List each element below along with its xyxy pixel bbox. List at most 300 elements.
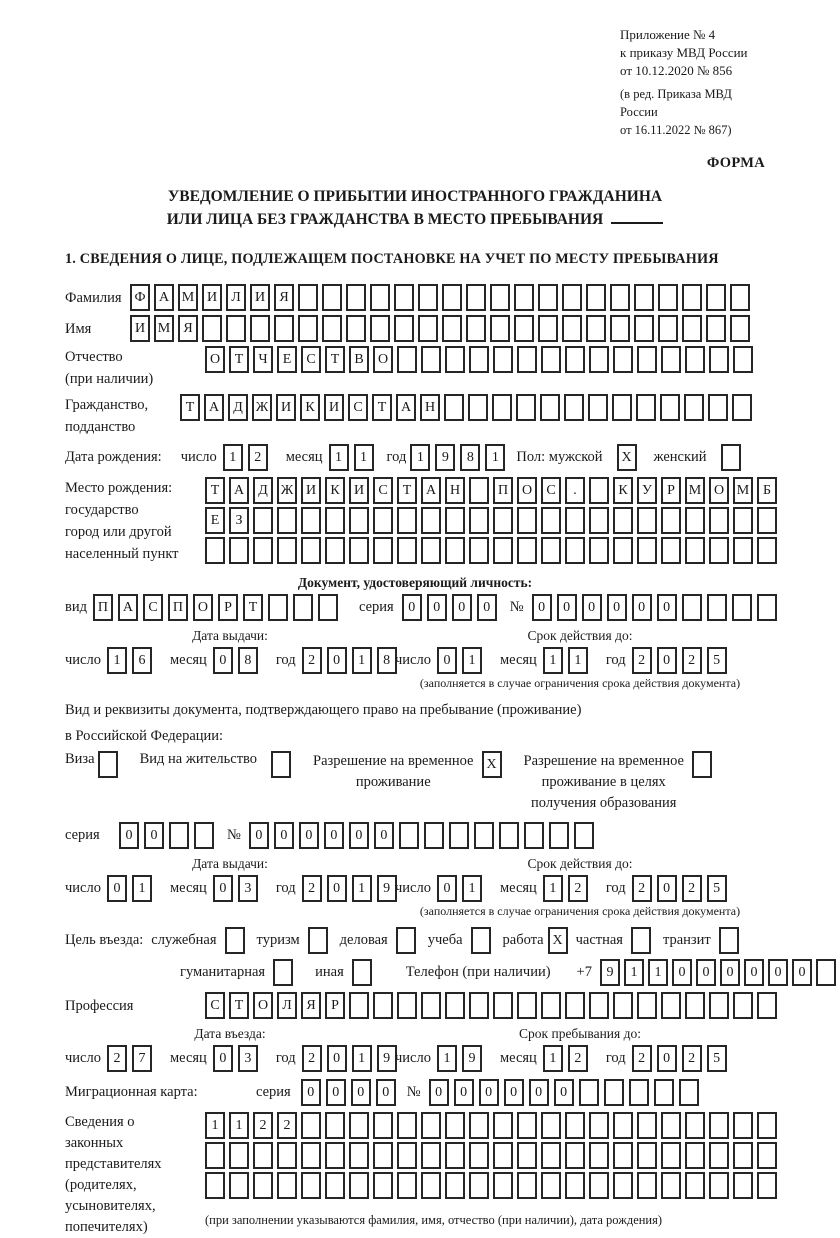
char-cell[interactable] xyxy=(612,394,632,421)
char-cell[interactable]: 1 xyxy=(352,1045,372,1072)
char-cell[interactable]: 9 xyxy=(462,1045,482,1072)
char-cell[interactable]: А xyxy=(154,284,174,311)
char-cell[interactable]: Р xyxy=(218,594,238,621)
char-cell[interactable]: 0 xyxy=(744,959,764,986)
char-cell[interactable] xyxy=(346,315,366,342)
char-cell[interactable]: Ж xyxy=(277,477,297,504)
char-cell[interactable]: Я xyxy=(301,992,321,1019)
char-cell[interactable]: И xyxy=(324,394,344,421)
char-cell[interactable] xyxy=(493,1112,513,1139)
char-cell[interactable]: Т xyxy=(397,477,417,504)
char-cell[interactable] xyxy=(634,284,654,311)
char-cell[interactable] xyxy=(661,537,681,564)
char-cell[interactable]: 1 xyxy=(352,647,372,674)
char-cell[interactable] xyxy=(636,394,656,421)
char-cell[interactable] xyxy=(253,1172,273,1199)
char-cell[interactable] xyxy=(586,284,606,311)
char-cell[interactable] xyxy=(661,507,681,534)
char-cell[interactable]: 9 xyxy=(435,444,455,471)
char-cell[interactable]: 0 xyxy=(768,959,788,986)
char-cell[interactable] xyxy=(517,346,537,373)
char-cell[interactable]: А xyxy=(421,477,441,504)
char-cell[interactable] xyxy=(373,1142,393,1169)
char-cell[interactable] xyxy=(685,537,705,564)
char-cell[interactable]: 0 xyxy=(274,822,294,849)
char-cell[interactable]: 2 xyxy=(302,647,322,674)
char-cell[interactable]: 1 xyxy=(329,444,349,471)
char-cell[interactable]: 0 xyxy=(351,1079,371,1106)
char-cell[interactable] xyxy=(757,1112,777,1139)
char-cell[interactable] xyxy=(574,822,594,849)
char-cell[interactable]: А xyxy=(204,394,224,421)
char-cell[interactable]: 0 xyxy=(107,875,127,902)
char-cell[interactable]: 2 xyxy=(302,875,322,902)
char-cell[interactable] xyxy=(709,346,729,373)
char-cell[interactable] xyxy=(394,315,414,342)
char-cell[interactable] xyxy=(493,1142,513,1169)
purpose-work-checkbox[interactable]: X xyxy=(548,927,568,954)
visa-checkbox[interactable] xyxy=(98,751,118,778)
char-cell[interactable] xyxy=(709,537,729,564)
char-cell[interactable] xyxy=(610,315,630,342)
char-cell[interactable]: 1 xyxy=(462,875,482,902)
char-cell[interactable] xyxy=(589,507,609,534)
char-cell[interactable]: 1 xyxy=(229,1112,249,1139)
char-cell[interactable]: И xyxy=(349,477,369,504)
char-cell[interactable] xyxy=(322,284,342,311)
char-cell[interactable]: С xyxy=(205,992,225,1019)
char-cell[interactable]: 0 xyxy=(582,594,602,621)
char-cell[interactable] xyxy=(682,315,702,342)
char-cell[interactable] xyxy=(589,477,609,504)
char-cell[interactable]: 8 xyxy=(460,444,480,471)
char-cell[interactable]: 2 xyxy=(632,647,652,674)
char-cell[interactable]: Л xyxy=(277,992,297,1019)
char-cell[interactable] xyxy=(298,315,318,342)
char-cell[interactable]: К xyxy=(613,477,633,504)
char-cell[interactable] xyxy=(586,315,606,342)
char-cell[interactable]: 9 xyxy=(600,959,620,986)
char-cell[interactable]: 0 xyxy=(477,594,497,621)
char-cell[interactable] xyxy=(277,1172,297,1199)
char-cell[interactable]: 7 xyxy=(132,1045,152,1072)
char-cell[interactable] xyxy=(589,346,609,373)
char-cell[interactable] xyxy=(325,1112,345,1139)
char-cell[interactable]: Ж xyxy=(252,394,272,421)
char-cell[interactable] xyxy=(541,537,561,564)
char-cell[interactable] xyxy=(637,1142,657,1169)
char-cell[interactable] xyxy=(733,507,753,534)
char-cell[interactable] xyxy=(661,1172,681,1199)
char-cell[interactable] xyxy=(757,1142,777,1169)
char-cell[interactable]: 2 xyxy=(682,1045,702,1072)
char-cell[interactable]: 1 xyxy=(624,959,644,986)
char-cell[interactable] xyxy=(442,315,462,342)
char-cell[interactable] xyxy=(562,315,582,342)
char-cell[interactable] xyxy=(565,1112,585,1139)
char-cell[interactable] xyxy=(449,822,469,849)
char-cell[interactable] xyxy=(325,1142,345,1169)
char-cell[interactable] xyxy=(397,507,417,534)
char-cell[interactable] xyxy=(418,315,438,342)
char-cell[interactable] xyxy=(685,1142,705,1169)
char-cell[interactable] xyxy=(229,1142,249,1169)
char-cell[interactable]: Н xyxy=(420,394,440,421)
char-cell[interactable]: 1 xyxy=(648,959,668,986)
char-cell[interactable]: 2 xyxy=(568,875,588,902)
char-cell[interactable] xyxy=(709,1112,729,1139)
char-cell[interactable]: 0 xyxy=(374,822,394,849)
char-cell[interactable]: 2 xyxy=(302,1045,322,1072)
char-cell[interactable] xyxy=(277,507,297,534)
char-cell[interactable] xyxy=(757,507,777,534)
char-cell[interactable] xyxy=(373,537,393,564)
char-cell[interactable] xyxy=(466,284,486,311)
char-cell[interactable] xyxy=(757,1172,777,1199)
char-cell[interactable] xyxy=(370,284,390,311)
char-cell[interactable]: А xyxy=(396,394,416,421)
char-cell[interactable]: . xyxy=(565,477,585,504)
char-cell[interactable] xyxy=(469,537,489,564)
char-cell[interactable]: 8 xyxy=(377,647,397,674)
char-cell[interactable] xyxy=(349,1142,369,1169)
char-cell[interactable]: М xyxy=(685,477,705,504)
char-cell[interactable] xyxy=(373,992,393,1019)
char-cell[interactable]: 1 xyxy=(410,444,430,471)
char-cell[interactable]: 1 xyxy=(462,647,482,674)
char-cell[interactable] xyxy=(517,1142,537,1169)
char-cell[interactable] xyxy=(637,537,657,564)
sex-male-checkbox[interactable]: X xyxy=(617,444,637,471)
char-cell[interactable]: П xyxy=(493,477,513,504)
char-cell[interactable]: Д xyxy=(253,477,273,504)
char-cell[interactable] xyxy=(445,992,465,1019)
char-cell[interactable] xyxy=(733,1142,753,1169)
char-cell[interactable] xyxy=(474,822,494,849)
char-cell[interactable] xyxy=(709,507,729,534)
purpose-humanitarian-checkbox[interactable] xyxy=(273,959,293,986)
char-cell[interactable] xyxy=(707,594,727,621)
char-cell[interactable] xyxy=(565,346,585,373)
edu-permit-checkbox[interactable] xyxy=(692,751,712,778)
char-cell[interactable] xyxy=(733,537,753,564)
char-cell[interactable] xyxy=(589,992,609,1019)
char-cell[interactable]: 1 xyxy=(354,444,374,471)
char-cell[interactable]: 2 xyxy=(632,1045,652,1072)
char-cell[interactable] xyxy=(421,507,441,534)
char-cell[interactable]: Ч xyxy=(253,346,273,373)
char-cell[interactable] xyxy=(562,284,582,311)
char-cell[interactable]: 5 xyxy=(707,875,727,902)
char-cell[interactable] xyxy=(493,992,513,1019)
char-cell[interactable] xyxy=(202,315,222,342)
char-cell[interactable] xyxy=(540,394,560,421)
char-cell[interactable]: 0 xyxy=(720,959,740,986)
char-cell[interactable] xyxy=(730,284,750,311)
char-cell[interactable] xyxy=(346,284,366,311)
char-cell[interactable] xyxy=(493,1172,513,1199)
char-cell[interactable]: И xyxy=(276,394,296,421)
purpose-private-checkbox[interactable] xyxy=(631,927,651,954)
char-cell[interactable]: М xyxy=(154,315,174,342)
char-cell[interactable] xyxy=(708,394,728,421)
char-cell[interactable] xyxy=(444,394,464,421)
char-cell[interactable]: 0 xyxy=(657,647,677,674)
char-cell[interactable] xyxy=(658,284,678,311)
char-cell[interactable]: 2 xyxy=(107,1045,127,1072)
char-cell[interactable] xyxy=(469,477,489,504)
char-cell[interactable] xyxy=(397,537,417,564)
char-cell[interactable]: 2 xyxy=(248,444,268,471)
char-cell[interactable]: 0 xyxy=(657,875,677,902)
char-cell[interactable] xyxy=(654,1079,674,1106)
char-cell[interactable] xyxy=(613,507,633,534)
char-cell[interactable]: Б xyxy=(757,477,777,504)
char-cell[interactable] xyxy=(397,346,417,373)
char-cell[interactable]: А xyxy=(229,477,249,504)
char-cell[interactable] xyxy=(445,1112,465,1139)
char-cell[interactable]: Я xyxy=(274,284,294,311)
char-cell[interactable] xyxy=(397,1112,417,1139)
char-cell[interactable] xyxy=(421,1172,441,1199)
char-cell[interactable]: Р xyxy=(325,992,345,1019)
char-cell[interactable] xyxy=(205,1142,225,1169)
char-cell[interactable]: 2 xyxy=(682,647,702,674)
char-cell[interactable] xyxy=(301,537,321,564)
char-cell[interactable] xyxy=(349,1112,369,1139)
char-cell[interactable]: 0 xyxy=(792,959,812,986)
char-cell[interactable]: Е xyxy=(205,507,225,534)
char-cell[interactable] xyxy=(469,1112,489,1139)
char-cell[interactable]: 6 xyxy=(132,647,152,674)
char-cell[interactable] xyxy=(421,1112,441,1139)
char-cell[interactable]: И xyxy=(301,477,321,504)
char-cell[interactable]: 0 xyxy=(213,647,233,674)
purpose-commercial-checkbox[interactable] xyxy=(396,927,416,954)
char-cell[interactable]: М xyxy=(733,477,753,504)
char-cell[interactable] xyxy=(613,537,633,564)
char-cell[interactable] xyxy=(226,315,246,342)
char-cell[interactable]: Р xyxy=(661,477,681,504)
char-cell[interactable]: С xyxy=(541,477,561,504)
char-cell[interactable]: 0 xyxy=(657,1045,677,1072)
char-cell[interactable]: 2 xyxy=(682,875,702,902)
char-cell[interactable]: 0 xyxy=(301,1079,321,1106)
char-cell[interactable] xyxy=(661,346,681,373)
char-cell[interactable]: В xyxy=(349,346,369,373)
char-cell[interactable]: Д xyxy=(228,394,248,421)
char-cell[interactable] xyxy=(589,1112,609,1139)
char-cell[interactable] xyxy=(442,284,462,311)
char-cell[interactable]: 0 xyxy=(349,822,369,849)
char-cell[interactable]: О xyxy=(373,346,393,373)
char-cell[interactable] xyxy=(514,315,534,342)
char-cell[interactable] xyxy=(757,537,777,564)
char-cell[interactable] xyxy=(564,394,584,421)
char-cell[interactable]: 5 xyxy=(707,1045,727,1072)
char-cell[interactable]: С xyxy=(348,394,368,421)
char-cell[interactable]: 3 xyxy=(238,875,258,902)
char-cell[interactable]: Л xyxy=(226,284,246,311)
char-cell[interactable]: 1 xyxy=(568,647,588,674)
char-cell[interactable] xyxy=(445,537,465,564)
char-cell[interactable]: 0 xyxy=(557,594,577,621)
char-cell[interactable] xyxy=(538,284,558,311)
char-cell[interactable] xyxy=(660,394,680,421)
char-cell[interactable] xyxy=(349,507,369,534)
char-cell[interactable]: Т xyxy=(229,346,249,373)
char-cell[interactable]: 0 xyxy=(249,822,269,849)
char-cell[interactable] xyxy=(194,822,214,849)
char-cell[interactable] xyxy=(349,537,369,564)
char-cell[interactable]: С xyxy=(301,346,321,373)
char-cell[interactable]: К xyxy=(325,477,345,504)
char-cell[interactable] xyxy=(370,315,390,342)
char-cell[interactable]: 0 xyxy=(672,959,692,986)
char-cell[interactable] xyxy=(637,507,657,534)
char-cell[interactable]: Е xyxy=(277,346,297,373)
char-cell[interactable] xyxy=(418,284,438,311)
char-cell[interactable]: 1 xyxy=(132,875,152,902)
char-cell[interactable] xyxy=(733,1112,753,1139)
char-cell[interactable] xyxy=(469,992,489,1019)
char-cell[interactable]: 0 xyxy=(532,594,552,621)
char-cell[interactable] xyxy=(709,1142,729,1169)
char-cell[interactable]: 9 xyxy=(377,875,397,902)
char-cell[interactable] xyxy=(709,1172,729,1199)
char-cell[interactable]: 0 xyxy=(452,594,472,621)
char-cell[interactable] xyxy=(733,992,753,1019)
char-cell[interactable] xyxy=(490,284,510,311)
char-cell[interactable] xyxy=(493,346,513,373)
char-cell[interactable] xyxy=(685,992,705,1019)
char-cell[interactable] xyxy=(661,1142,681,1169)
char-cell[interactable]: О xyxy=(193,594,213,621)
char-cell[interactable] xyxy=(658,315,678,342)
char-cell[interactable] xyxy=(706,284,726,311)
char-cell[interactable] xyxy=(516,394,536,421)
char-cell[interactable] xyxy=(421,1142,441,1169)
char-cell[interactable] xyxy=(517,992,537,1019)
char-cell[interactable] xyxy=(685,1172,705,1199)
char-cell[interactable] xyxy=(301,1142,321,1169)
char-cell[interactable] xyxy=(541,346,561,373)
char-cell[interactable] xyxy=(469,1142,489,1169)
char-cell[interactable]: Я xyxy=(178,315,198,342)
char-cell[interactable] xyxy=(816,959,836,986)
char-cell[interactable]: 0 xyxy=(696,959,716,986)
char-cell[interactable] xyxy=(205,537,225,564)
char-cell[interactable]: 1 xyxy=(485,444,505,471)
char-cell[interactable]: 2 xyxy=(253,1112,273,1139)
char-cell[interactable] xyxy=(517,1112,537,1139)
char-cell[interactable]: 0 xyxy=(554,1079,574,1106)
char-cell[interactable] xyxy=(493,507,513,534)
char-cell[interactable] xyxy=(565,1172,585,1199)
char-cell[interactable] xyxy=(325,537,345,564)
char-cell[interactable] xyxy=(684,394,704,421)
char-cell[interactable]: 0 xyxy=(454,1079,474,1106)
char-cell[interactable] xyxy=(538,315,558,342)
char-cell[interactable]: 0 xyxy=(402,594,422,621)
char-cell[interactable] xyxy=(613,1172,633,1199)
char-cell[interactable] xyxy=(322,315,342,342)
char-cell[interactable]: 0 xyxy=(607,594,627,621)
char-cell[interactable]: 0 xyxy=(437,647,457,674)
char-cell[interactable] xyxy=(757,594,777,621)
char-cell[interactable]: И xyxy=(250,284,270,311)
char-cell[interactable]: 0 xyxy=(213,1045,233,1072)
char-cell[interactable] xyxy=(373,1172,393,1199)
char-cell[interactable]: 1 xyxy=(107,647,127,674)
char-cell[interactable]: 1 xyxy=(543,647,563,674)
char-cell[interactable]: 0 xyxy=(479,1079,499,1106)
purpose-business-checkbox[interactable] xyxy=(225,927,245,954)
char-cell[interactable] xyxy=(517,537,537,564)
char-cell[interactable]: 0 xyxy=(427,594,447,621)
char-cell[interactable] xyxy=(424,822,444,849)
char-cell[interactable] xyxy=(637,992,657,1019)
char-cell[interactable]: 1 xyxy=(223,444,243,471)
char-cell[interactable] xyxy=(421,992,441,1019)
char-cell[interactable]: О xyxy=(205,346,225,373)
char-cell[interactable]: Т xyxy=(325,346,345,373)
char-cell[interactable] xyxy=(634,315,654,342)
char-cell[interactable] xyxy=(682,284,702,311)
char-cell[interactable] xyxy=(629,1079,649,1106)
char-cell[interactable]: Т xyxy=(243,594,263,621)
char-cell[interactable] xyxy=(277,537,297,564)
char-cell[interactable] xyxy=(397,1172,417,1199)
char-cell[interactable] xyxy=(589,1172,609,1199)
char-cell[interactable]: 0 xyxy=(429,1079,449,1106)
char-cell[interactable] xyxy=(394,284,414,311)
char-cell[interactable] xyxy=(492,394,512,421)
char-cell[interactable] xyxy=(541,1142,561,1169)
char-cell[interactable] xyxy=(253,507,273,534)
char-cell[interactable]: М xyxy=(178,284,198,311)
char-cell[interactable] xyxy=(468,394,488,421)
char-cell[interactable]: 1 xyxy=(543,1045,563,1072)
char-cell[interactable]: А xyxy=(118,594,138,621)
char-cell[interactable] xyxy=(469,346,489,373)
char-cell[interactable] xyxy=(682,594,702,621)
char-cell[interactable] xyxy=(661,1112,681,1139)
char-cell[interactable] xyxy=(637,1172,657,1199)
char-cell[interactable] xyxy=(604,1079,624,1106)
char-cell[interactable] xyxy=(661,992,681,1019)
char-cell[interactable] xyxy=(169,822,189,849)
char-cell[interactable]: 0 xyxy=(376,1079,396,1106)
char-cell[interactable] xyxy=(373,1112,393,1139)
purpose-tourism-checkbox[interactable] xyxy=(308,927,328,954)
char-cell[interactable] xyxy=(732,594,752,621)
char-cell[interactable]: 0 xyxy=(119,822,139,849)
char-cell[interactable] xyxy=(588,394,608,421)
char-cell[interactable]: 0 xyxy=(144,822,164,849)
char-cell[interactable]: И xyxy=(130,315,150,342)
char-cell[interactable] xyxy=(613,346,633,373)
char-cell[interactable]: 0 xyxy=(327,647,347,674)
char-cell[interactable] xyxy=(397,992,417,1019)
temp-permit-checkbox[interactable]: X xyxy=(482,751,502,778)
char-cell[interactable] xyxy=(730,315,750,342)
char-cell[interactable]: О xyxy=(253,992,273,1019)
purpose-other-checkbox[interactable] xyxy=(352,959,372,986)
char-cell[interactable] xyxy=(732,394,752,421)
char-cell[interactable] xyxy=(685,346,705,373)
char-cell[interactable] xyxy=(318,594,338,621)
